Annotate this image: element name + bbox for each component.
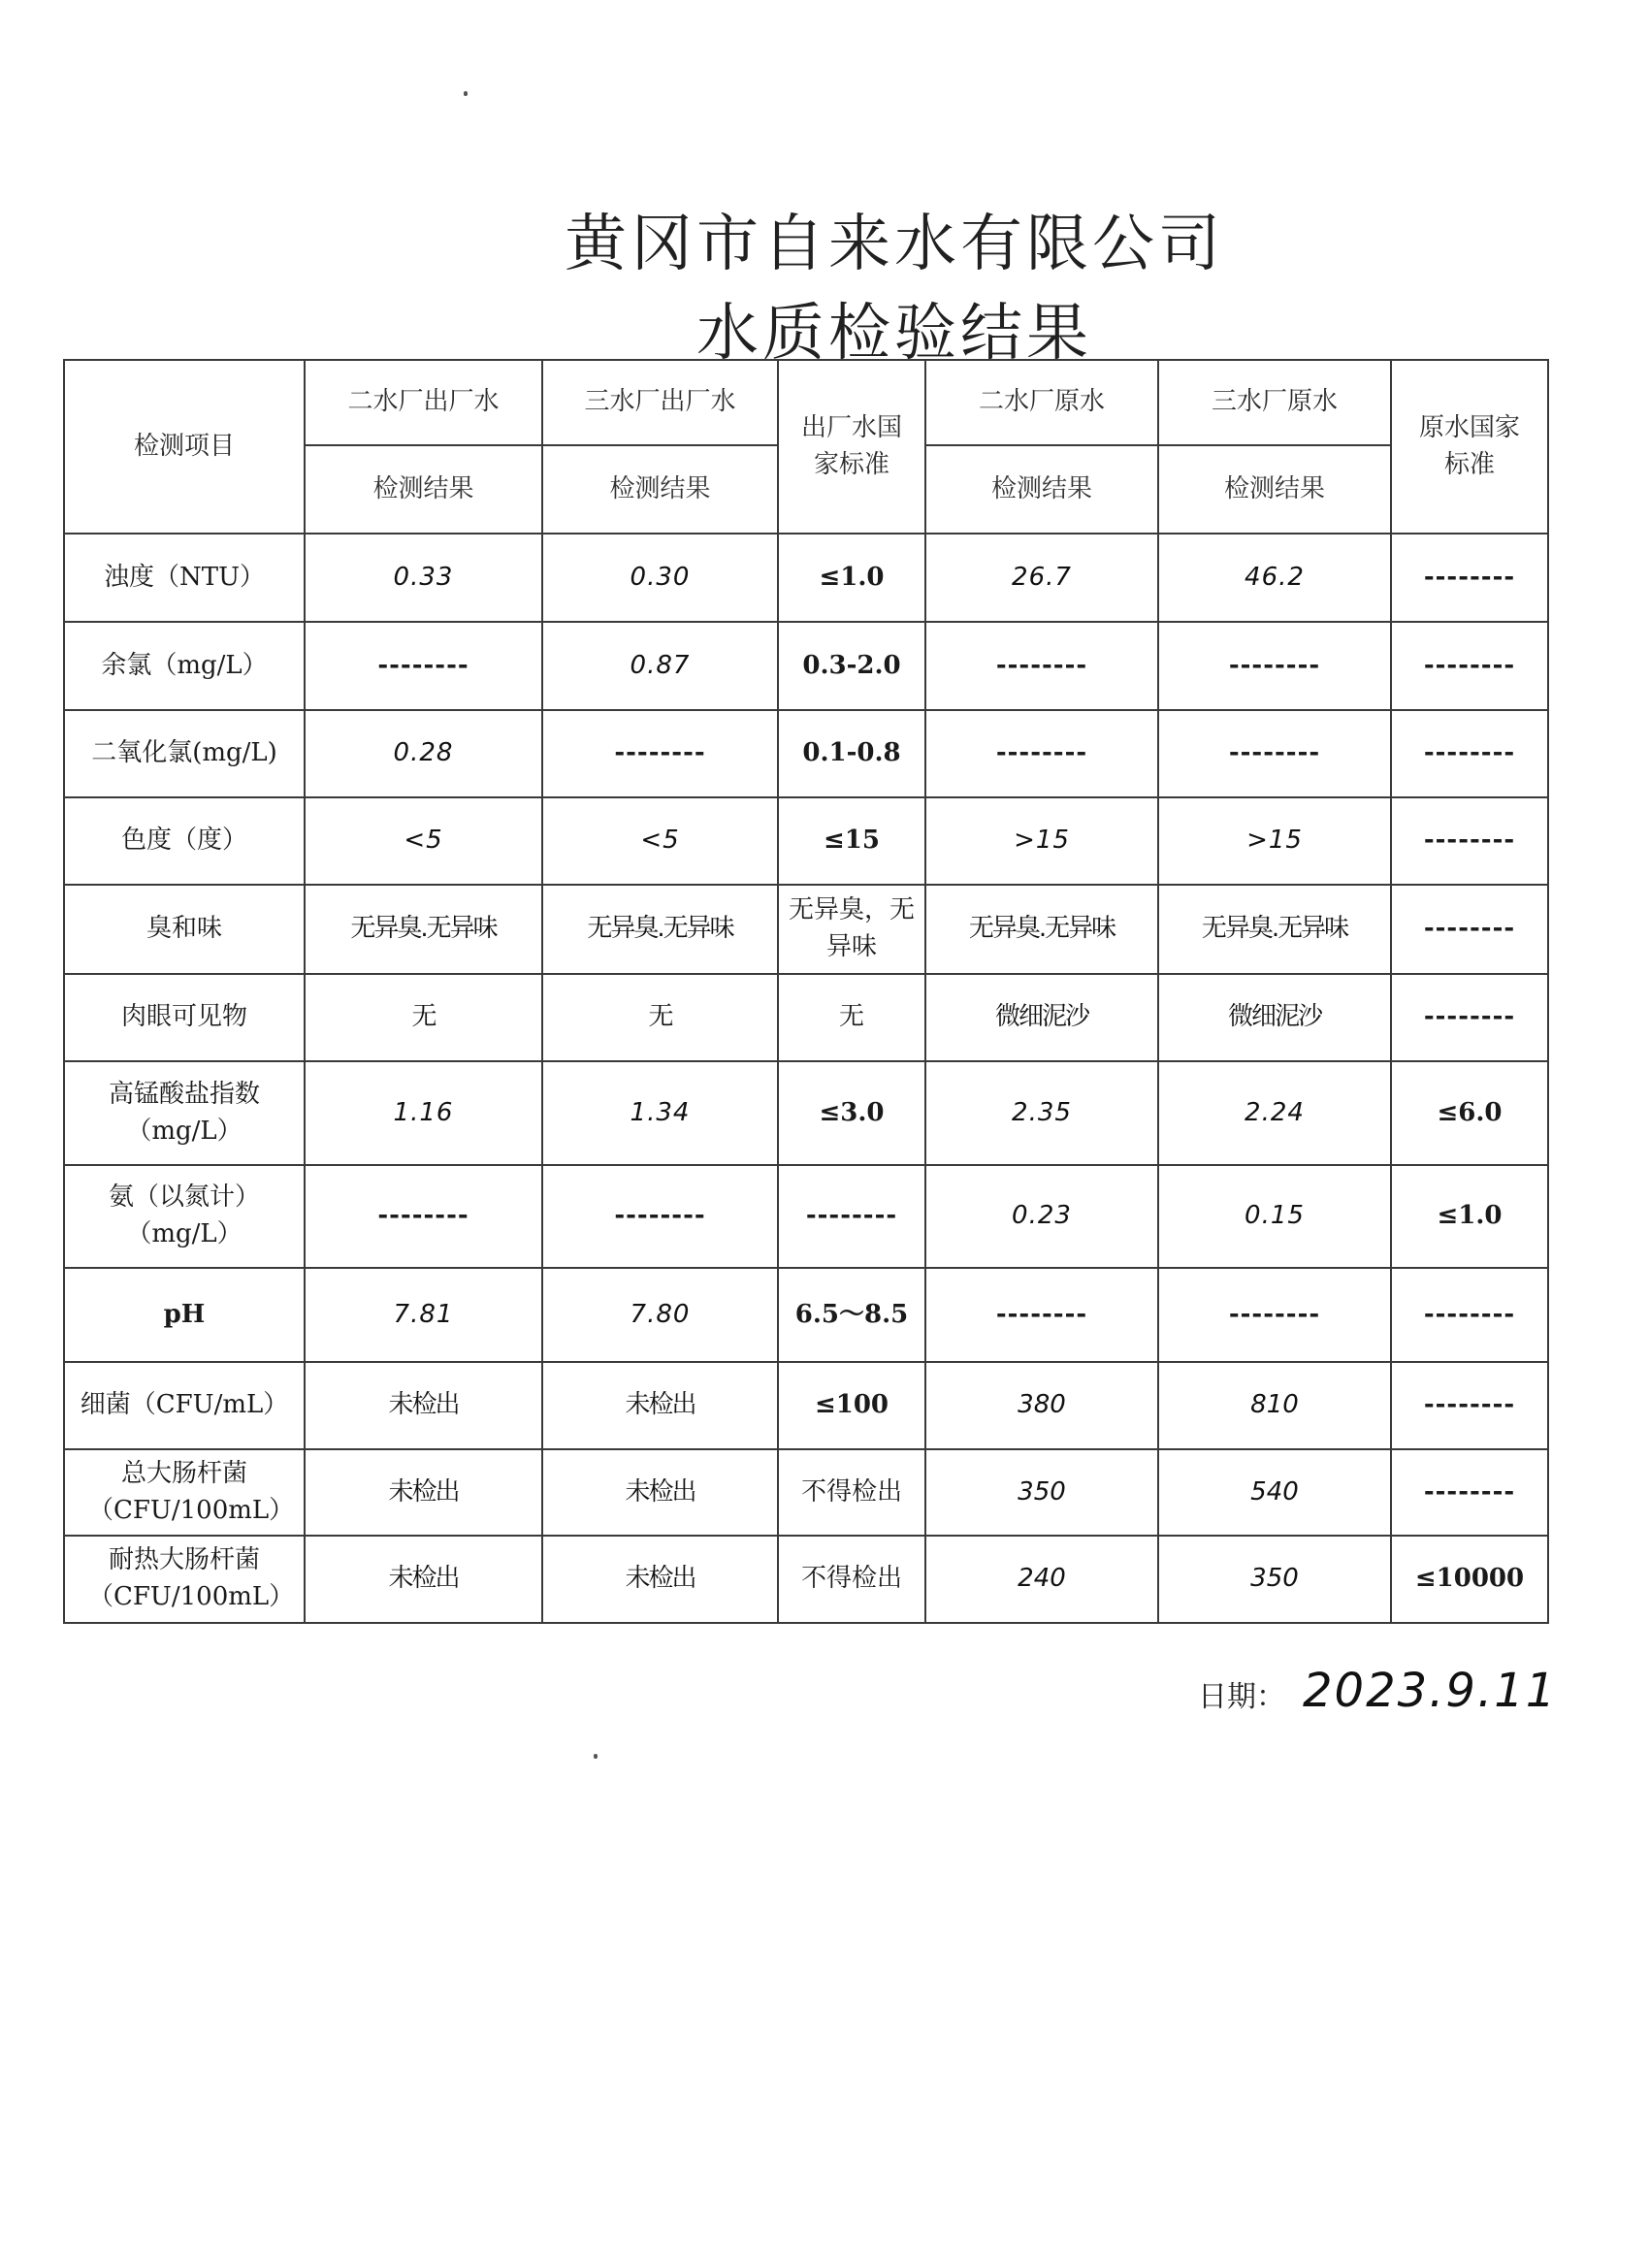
cell-standard: -------- bbox=[1391, 1362, 1548, 1449]
row-label: 余氯（mg/L） bbox=[64, 622, 305, 710]
cell-value: 0.23 bbox=[925, 1165, 1158, 1268]
row-label: 浊度（NTU） bbox=[64, 534, 305, 622]
report-title: 水质检验结果 bbox=[696, 298, 1092, 370]
cell-value: 无 bbox=[305, 974, 542, 1061]
cell-standard: ≤10000 bbox=[1391, 1536, 1548, 1623]
cell-value: 未检出 bbox=[542, 1536, 778, 1623]
cell-standard: ≤1.0 bbox=[778, 534, 925, 622]
cell-value: 无 bbox=[542, 974, 778, 1061]
cell-value: -------- bbox=[542, 710, 778, 797]
cell-standard: -------- bbox=[1391, 1449, 1548, 1536]
water-quality-table bbox=[63, 359, 1549, 1624]
cell-value: 无异臭.无异味 bbox=[305, 885, 542, 974]
cell-standard: -------- bbox=[1391, 1268, 1548, 1362]
row-label: 臭和味 bbox=[64, 885, 305, 974]
cell-value: 未检出 bbox=[542, 1449, 778, 1536]
table-row bbox=[64, 1449, 1548, 1536]
cell-value: 微细泥沙 bbox=[925, 974, 1158, 1061]
table-row bbox=[64, 797, 1548, 885]
header-result: 检测结果 bbox=[542, 445, 778, 534]
cell-value: -------- bbox=[925, 622, 1158, 710]
table-row bbox=[64, 622, 1548, 710]
cell-value: 无异臭.无异味 bbox=[1158, 885, 1391, 974]
cell-standard: ≤6.0 bbox=[1391, 1061, 1548, 1165]
header-plant2-out: 二水厂出厂水 bbox=[305, 360, 542, 445]
cell-value: 0.30 bbox=[542, 534, 778, 622]
table-row bbox=[64, 1061, 1548, 1165]
cell-value: 2.24 bbox=[1158, 1061, 1391, 1165]
cell-standard: -------- bbox=[1391, 797, 1548, 885]
date-label: 日期： bbox=[1198, 1680, 1285, 1714]
row-label: 色度（度） bbox=[64, 797, 305, 885]
row-label: 氨（以氮计）（mg/L） bbox=[64, 1165, 305, 1268]
header-result: 检测结果 bbox=[305, 445, 542, 534]
cell-value: 350 bbox=[1158, 1536, 1391, 1623]
cell-value: 1.34 bbox=[542, 1061, 778, 1165]
cell-value: 0.15 bbox=[1158, 1165, 1391, 1268]
cell-value: 7.81 bbox=[305, 1268, 542, 1362]
cell-value: -------- bbox=[542, 1165, 778, 1268]
cell-value: -------- bbox=[1158, 1268, 1391, 1362]
row-label: 高锰酸盐指数（mg/L） bbox=[64, 1061, 305, 1165]
header-plant2-raw: 二水厂原水 bbox=[925, 360, 1158, 445]
header-out-std: 出厂水国家标准 bbox=[778, 360, 925, 534]
cell-value: -------- bbox=[1158, 710, 1391, 797]
scan-speck bbox=[594, 1754, 598, 1759]
cell-standard: 0.1-0.8 bbox=[778, 710, 925, 797]
cell-value: <5 bbox=[305, 797, 542, 885]
cell-value: 未检出 bbox=[305, 1536, 542, 1623]
cell-value: 240 bbox=[925, 1536, 1158, 1623]
cell-value: 0.28 bbox=[305, 710, 542, 797]
table-row bbox=[64, 710, 1548, 797]
cell-value: -------- bbox=[925, 1268, 1158, 1362]
cell-value: 810 bbox=[1158, 1362, 1391, 1449]
cell-standard: 无 bbox=[778, 974, 925, 1061]
cell-value: 未检出 bbox=[305, 1449, 542, 1536]
cell-value: <5 bbox=[542, 797, 778, 885]
cell-standard: 不得检出 bbox=[778, 1449, 925, 1536]
cell-value: 无异臭.无异味 bbox=[925, 885, 1158, 974]
date-line bbox=[1198, 1664, 1557, 1718]
cell-value: 380 bbox=[925, 1362, 1158, 1449]
cell-value: -------- bbox=[305, 622, 542, 710]
cell-standard: 0.3-2.0 bbox=[778, 622, 925, 710]
cell-standard: ≤100 bbox=[778, 1362, 925, 1449]
cell-standard: ≤15 bbox=[778, 797, 925, 885]
cell-value: 未检出 bbox=[542, 1362, 778, 1449]
header-result: 检测结果 bbox=[1158, 445, 1391, 534]
cell-value: 46.2 bbox=[1158, 534, 1391, 622]
cell-standard: -------- bbox=[1391, 622, 1548, 710]
row-label: 总大肠杆菌（CFU/100mL） bbox=[64, 1449, 305, 1536]
table-row bbox=[64, 534, 1548, 622]
cell-value: -------- bbox=[1158, 622, 1391, 710]
cell-value: 540 bbox=[1158, 1449, 1391, 1536]
cell-standard: 无异臭，无异味 bbox=[778, 885, 925, 974]
cell-standard: -------- bbox=[1391, 974, 1548, 1061]
row-label: 二氧化氯(mg/L) bbox=[64, 710, 305, 797]
row-label: 细菌（CFU/mL） bbox=[64, 1362, 305, 1449]
company-title: 黄冈市自来水有限公司 bbox=[565, 209, 1224, 280]
header-plant3-out: 三水厂出厂水 bbox=[542, 360, 778, 445]
header-result: 检测结果 bbox=[925, 445, 1158, 534]
cell-value: 7.80 bbox=[542, 1268, 778, 1362]
table-row bbox=[64, 885, 1548, 974]
cell-standard: -------- bbox=[1391, 885, 1548, 974]
row-label: 肉眼可见物 bbox=[64, 974, 305, 1061]
row-label: pH bbox=[64, 1268, 305, 1362]
header-raw-std: 原水国家标准 bbox=[1391, 360, 1548, 534]
scan-speck bbox=[464, 91, 468, 96]
cell-standard: -------- bbox=[778, 1165, 925, 1268]
cell-value: >15 bbox=[1158, 797, 1391, 885]
header-plant3-raw: 三水厂原水 bbox=[1158, 360, 1391, 445]
cell-value: 0.33 bbox=[305, 534, 542, 622]
table-row bbox=[64, 1268, 1548, 1362]
cell-value: -------- bbox=[305, 1165, 542, 1268]
cell-value: 微细泥沙 bbox=[1158, 974, 1391, 1061]
table-row bbox=[64, 1362, 1548, 1449]
table-row bbox=[64, 974, 1548, 1061]
cell-value: -------- bbox=[925, 710, 1158, 797]
header-item: 检测项目 bbox=[64, 360, 305, 534]
cell-value: 2.35 bbox=[925, 1061, 1158, 1165]
cell-standard: 不得检出 bbox=[778, 1536, 925, 1623]
table-row bbox=[64, 1536, 1548, 1623]
row-label: 耐热大肠杆菌（CFU/100mL） bbox=[64, 1536, 305, 1623]
cell-value: 0.87 bbox=[542, 622, 778, 710]
cell-value: 1.16 bbox=[305, 1061, 542, 1165]
cell-value: 26.7 bbox=[925, 534, 1158, 622]
table-row bbox=[64, 1165, 1548, 1268]
cell-standard: -------- bbox=[1391, 534, 1548, 622]
cell-value: 未检出 bbox=[305, 1362, 542, 1449]
cell-standard: ≤3.0 bbox=[778, 1061, 925, 1165]
date-value: 2023.9.11 bbox=[1303, 1664, 1558, 1718]
cell-standard: 6.5～8.5 bbox=[778, 1268, 925, 1362]
cell-value: >15 bbox=[925, 797, 1158, 885]
cell-value: 无异臭.无异味 bbox=[542, 885, 778, 974]
cell-standard: -------- bbox=[1391, 710, 1548, 797]
cell-value: 350 bbox=[925, 1449, 1158, 1536]
cell-standard: ≤1.0 bbox=[1391, 1165, 1548, 1268]
